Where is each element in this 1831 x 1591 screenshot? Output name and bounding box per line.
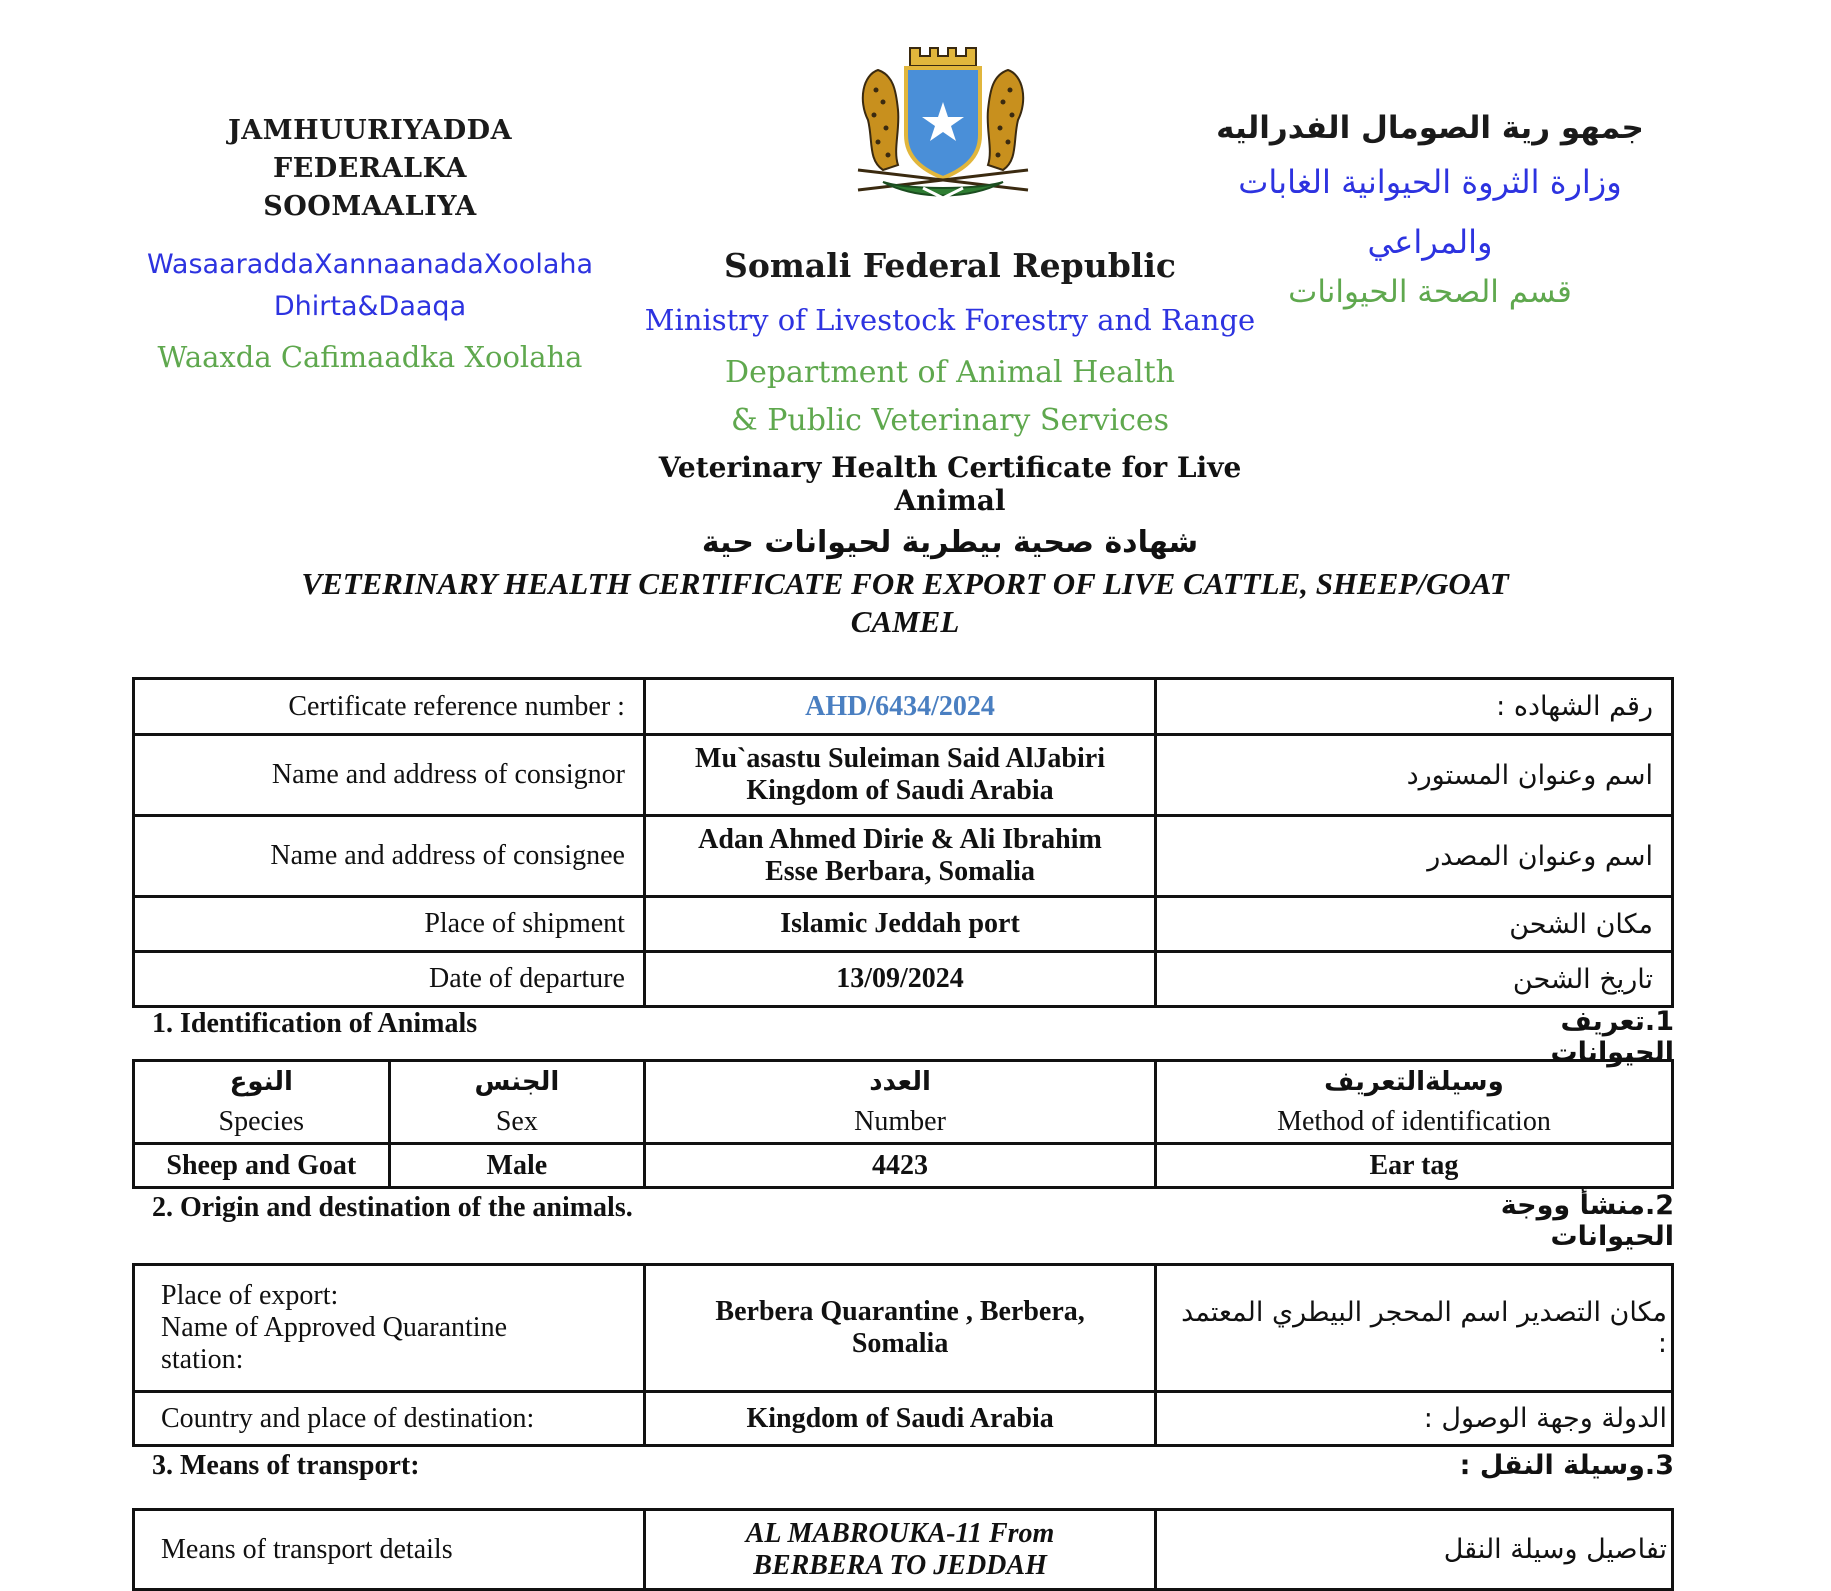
section-3-title: 3. Means of transport:	[152, 1450, 420, 1481]
header-right	[1215, 110, 1645, 310]
section-2-title: 2. Origin and destination of the animals.	[152, 1192, 633, 1223]
col-method-en: Method of identification	[1277, 1106, 1551, 1137]
col-method	[1155, 1061, 1672, 1144]
destination-label-ar: الدولة وجهة الوصول :	[1156, 1392, 1673, 1446]
main-title	[180, 565, 1630, 641]
export-value	[645, 1265, 1156, 1392]
certificate-title-ar: شهادة صحية بيطرية لحيوانات حية	[701, 525, 1199, 560]
export-label	[134, 1265, 645, 1392]
header-left-title-1: JAMHUURIYADDA FEDERALKA	[227, 115, 513, 184]
col-species	[134, 1061, 390, 1144]
main-title-line-2: CAMEL	[850, 604, 960, 639]
table-row	[134, 679, 1673, 735]
origin-destination-table	[132, 1263, 1674, 1447]
shipment-value: Islamic Jeddah port	[644, 897, 1155, 952]
departure-label-ar: تاريخ الشحن	[1156, 952, 1673, 1007]
table-row	[134, 1392, 1673, 1446]
departure-label: Date of departure	[134, 952, 645, 1007]
consignee-name: Adan Ahmed Dirie & Ali Ibrahim	[698, 824, 1102, 855]
sex-value: Male	[389, 1144, 645, 1188]
consignee-label: Name and address of consignee	[134, 816, 645, 897]
departure-value: 13/09/2024	[644, 952, 1155, 1007]
certificate-title-en: Veterinary Health Certificate for Live Animal	[658, 451, 1242, 517]
number-value: 4423	[645, 1144, 1156, 1188]
transport-label-ar: تفاصيل وسيلة النقل	[1156, 1510, 1673, 1590]
header-right-ministry-1: وزارة الثروة الحيوانية الغابات	[1238, 163, 1622, 201]
col-species-en: Species	[218, 1106, 305, 1137]
table-row	[134, 1510, 1673, 1590]
shipment-label: Place of shipment	[134, 897, 645, 952]
section-1-title-ar: 1.تعريف الحيوانات	[1550, 1006, 1674, 1068]
species-value: Sheep and Goat	[134, 1144, 390, 1188]
header-center	[640, 246, 1260, 560]
destination-value: Kingdom of Saudi Arabia	[645, 1392, 1156, 1446]
method-value: Ear tag	[1155, 1144, 1672, 1188]
header-right-department: قسم الصحة الحيوانات	[1288, 274, 1572, 310]
consignor-label-ar: اسم وعنوان المستورد	[1156, 735, 1673, 816]
col-sex	[389, 1061, 645, 1144]
table-header-row	[134, 1061, 1673, 1144]
table-row	[134, 1265, 1673, 1392]
consignor-value	[644, 735, 1155, 816]
col-number	[645, 1061, 1156, 1144]
destination-label: Country and place of destination:	[134, 1392, 645, 1446]
transport-value-1: AL MABROUKA-11 From	[745, 1517, 1055, 1549]
section-2-title-ar: 2.منشأ ووجة الحيوانات	[1500, 1190, 1674, 1252]
transport-label: Means of transport details	[134, 1510, 645, 1590]
section-3-title-ar: 3.وسيلة النقل :	[1459, 1450, 1674, 1481]
consignor-label: Name and address of consignor	[134, 735, 645, 816]
col-sex-en: Sex	[495, 1106, 538, 1137]
table-row	[134, 897, 1673, 952]
col-method-ar: وسيلةالتعريف	[1324, 1067, 1504, 1097]
col-sex-ar: الجنس	[474, 1067, 560, 1097]
ref-label: Certificate reference number :	[134, 679, 645, 735]
table-row	[134, 735, 1673, 816]
ministry-name: Ministry of Livestock Forestry and Range	[644, 303, 1256, 337]
transport-value-2: BERBERA TO JEDDAH	[753, 1549, 1047, 1581]
col-number-en: Number	[854, 1106, 946, 1137]
transport-value	[644, 1510, 1155, 1590]
header-left	[140, 112, 600, 374]
ref-label-ar: رقم الشهاده :	[1156, 679, 1673, 735]
table-row	[134, 1144, 1673, 1188]
republic-title: Somali Federal Republic	[724, 246, 1176, 285]
coat-of-arms-icon	[838, 40, 1048, 210]
col-number-ar: العدد	[869, 1067, 931, 1097]
ref-value: AHD/6434/2024	[644, 679, 1155, 735]
consignee-label-ar: اسم وعنوان المصدر	[1156, 816, 1673, 897]
header-left-department: Waaxda Cafimaadka Xoolaha	[157, 340, 583, 374]
header-right-ministry-2: والمراعي	[1367, 223, 1493, 261]
table-row	[134, 952, 1673, 1007]
export-label-3: station:	[161, 1344, 244, 1375]
transport-table	[132, 1508, 1674, 1591]
consignee-value	[644, 816, 1155, 897]
consignee-address: Esse Berbara, Somalia	[765, 856, 1035, 887]
export-label-1: Place of export:	[161, 1280, 339, 1311]
department-name-1: Department of Animal Health	[725, 355, 1175, 390]
export-value-1: Berbera Quarantine , Berbera,	[715, 1296, 1085, 1327]
header-left-ministry-1: WasaaraddaXannaanadaXoolaha	[146, 249, 594, 280]
consignor-address: Kingdom of Saudi Arabia	[746, 775, 1054, 806]
section-1-title: 1. Identification of Animals	[152, 1008, 478, 1039]
shipment-label-ar: مكان الشحن	[1156, 897, 1673, 952]
animals-table	[132, 1059, 1674, 1189]
main-title-line-1: VETERINARY HEALTH CERTIFICATE FOR EXPORT OF LIVE CATTLE, SHEEP/GOAT	[301, 566, 1509, 601]
header-left-ministry-2: Dhirta&Daaqa	[273, 291, 467, 322]
col-species-ar: النوع	[229, 1067, 293, 1097]
table-row	[134, 816, 1673, 897]
export-value-2: Somalia	[851, 1328, 949, 1359]
header-right-title: جمهو رية الصومال الفدراليه	[1216, 110, 1644, 146]
export-label-2: Name of Approved Quarantine	[161, 1312, 507, 1343]
consignor-name: Mu`asastu Suleiman Said AlJabiri	[695, 743, 1105, 774]
export-label-ar: مكان التصدير اسم المحجر البيطري المعتمد :	[1156, 1265, 1673, 1392]
header-left-title-2: SOOMAALIYA	[263, 191, 477, 222]
certificate-info-table	[132, 677, 1674, 1008]
department-name-2: & Public Veterinary Services	[730, 403, 1170, 438]
